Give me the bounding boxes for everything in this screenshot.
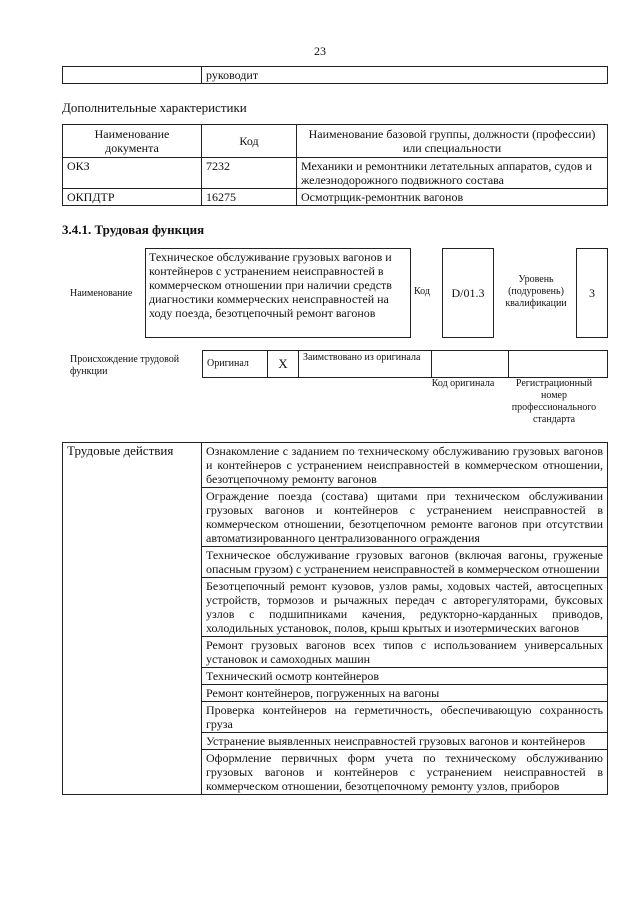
additional-title: Дополнительные характеристики: [62, 100, 247, 115]
action-item: Технический осмотр контейнеров: [202, 668, 608, 685]
additional-table: [62, 124, 608, 206]
action-item: Безотцепочный ремонт кузовов, узлов рамы, ходовых частей, автосцепных устройств, тормозов и рычажных передач с авторегуляторами, буксовых узлов с подшипниками качения, редукторно-карданных приводов, холодильных установок, полов, крыш крытых и изотермических вагонов: [202, 578, 608, 637]
origin-original-label: Оригинал: [203, 351, 268, 378]
qualification-level: 3: [576, 248, 608, 338]
actions-table: [62, 442, 608, 795]
function-name: Техническое обслуживание грузовых вагонов и контейнеров с устранением неисправностей в коммерческом отношении при наличии средств диагностики коммерческих неисправностей на ходу поезда, безотцепочный ремонт вагонов: [145, 248, 411, 338]
qualification-level-label: Уровень (подуровень) квалификации: [505, 274, 567, 309]
action-item: Оформление первичных форм учета по техническому обслуживанию грузовых вагонов и контейнеров с устранением неисправностей в коммерческом отношении, безотцепочному ремонту узлов, приборов: [202, 750, 608, 795]
origin-code-cell: [432, 351, 509, 378]
action-item: Ремонт контейнеров, погруженных на вагоны: [202, 685, 608, 702]
action-item: Ремонт грузовых вагонов всех типов с использованием универсальных установок и самоходных машин: [202, 637, 608, 668]
row-doc: ОКЗ: [63, 158, 202, 189]
function-label: Наименование: [70, 288, 133, 299]
origin-borrowed-label: Заимствовано из оригинала: [299, 351, 432, 378]
action-item: Ознакомление с заданием по техническому обслуживанию грузовых вагонов и контейнеров с устранением неисправностей в коммерческом отношении, безотцепочному ремонту вагонов: [202, 443, 608, 488]
action-item: Проверка контейнеров на герметичность, обеспечивающую сохранность груза: [202, 702, 608, 733]
table-row: [63, 189, 608, 206]
header-name: Наименование базовой группы, должности (профессии) или специальности: [297, 125, 608, 158]
row-name: Осмотрщик-ремонтник вагонов: [297, 189, 608, 206]
function-code: D/01.3: [442, 248, 494, 338]
actions-label: Трудовые действия: [63, 443, 202, 795]
row-code: 7232: [202, 158, 297, 189]
header-code: Код: [202, 125, 297, 158]
table-row: [63, 158, 608, 189]
action-item: Техническое обслуживание грузовых вагонов (включая вагоны, груженые опасным грузом) с устранением неисправностей в коммерческом отношении: [202, 547, 608, 578]
header-doc: Наименование документа: [63, 125, 202, 158]
origin-reg-cell: [509, 351, 608, 378]
origin-code-caption: Код оригинала: [431, 378, 495, 389]
section-title: 3.4.1. Трудовая функция: [62, 222, 205, 237]
function-code-label: Код: [414, 286, 430, 297]
origin-table: [202, 350, 608, 378]
origin-label: Происхождение трудовой функции: [70, 354, 180, 377]
action-item: Ограждение поезда (состава) щитами при техническом обслуживании грузовых вагонов и контейнеров с устранением неисправностей в коммерческом отношении, безотцепочном ремонте вагонов при отсутствии автоматизированного централизованного ограждения: [202, 488, 608, 547]
top-row-table: [62, 66, 608, 84]
row-doc: ОКПДТР: [63, 189, 202, 206]
page-number: 23: [314, 44, 326, 58]
table-row: [63, 443, 608, 488]
row-name: Механики и ремонтники летательных аппаратов, судов и железнодорожного подвижного состава: [297, 158, 608, 189]
top-row-text: руководит: [202, 67, 608, 84]
row-code: 16275: [202, 189, 297, 206]
top-row-empty-cell: [63, 67, 202, 84]
origin-mark: X: [268, 351, 299, 378]
origin-reg-caption: Регистрационный номер профессионального стандарта: [511, 378, 597, 425]
action-item: Устранение выявленных неисправностей грузовых вагонов и контейнеров: [202, 733, 608, 750]
